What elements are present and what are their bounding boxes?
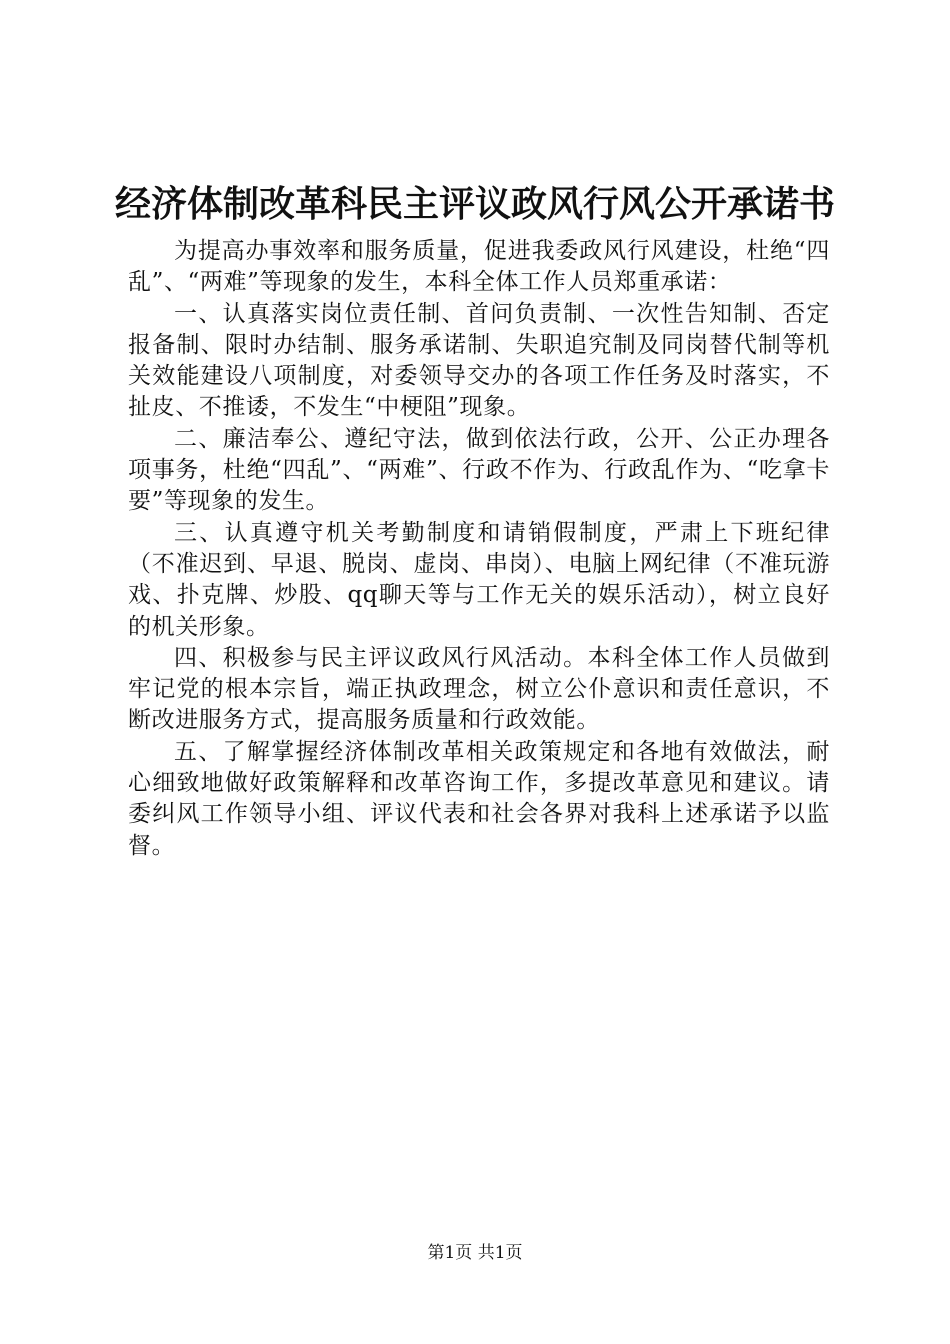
- paragraph-item-4: 四、积极参与民主评议政风行风活动。本科全体工作人员做到牢记党的根本宗旨，端正执政理念，树立公仆意识和责任意识，不断改进服务方式，提高服务质量和行政效能。: [128, 644, 830, 734]
- paragraph-item-1: 一、认真落实岗位责任制、首问负责制、一次性告知制、否定报备制、限时办结制、服务承诺制、失职追究制及同岗替代制等机关效能建设八项制度，对委领导交办的各项工作任务及时落实，不扯皮、不推诿，不发生“中梗阻”现象。: [128, 300, 830, 421]
- page-number-footer: 第1页 共1页: [427, 1243, 523, 1263]
- paragraph-item-2: 二、廉洁奉公、遵纪守法，做到依法行政，公开、公正办理各项事务，杜绝“四乱”、“两难”、行政不作为、行政乱作为、“吃拿卡要”等现象的发生。: [128, 425, 830, 515]
- document-title: 经济体制改革科民主评议政风行风公开承诺书: [114, 183, 835, 225]
- paragraph-intro: 为提高办事效率和服务质量，促进我委政风行风建设，杜绝“四乱”、“两难”等现象的发生，本科全体工作人员郑重承诺：: [128, 238, 830, 296]
- paragraph-item-3: 三、认真遵守机关考勤制度和请销假制度，严肃上下班纪律（不准迟到、早退、脱岗、虚岗、串岗）、电脑上网纪律（不准玩游戏、扑克牌、炒股、qq聊天等与工作无关的娱乐活动），树立良好的机关形象。: [128, 519, 830, 640]
- document-body: [128, 236, 830, 862]
- paragraph-item-5: 五、了解掌握经济体制改革相关政策规定和各地有效做法，耐心细致地做好政策解释和改革咨询工作，多提改革意见和建议。请委纠风工作领导小组、评议代表和社会各界对我科上述承诺予以监督。: [128, 738, 830, 859]
